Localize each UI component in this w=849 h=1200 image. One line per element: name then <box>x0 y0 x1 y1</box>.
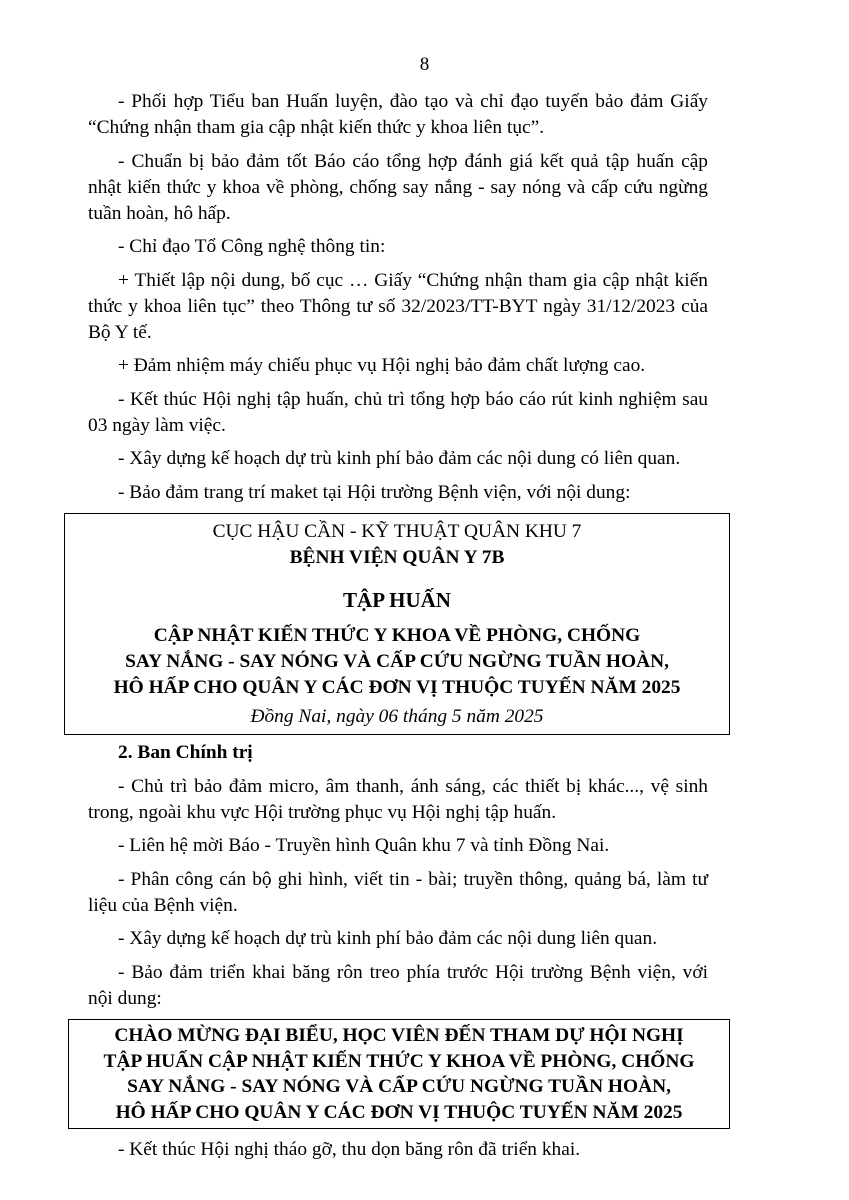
page-number: 8 <box>419 54 430 75</box>
document-body <box>88 89 708 1171</box>
maket-box <box>64 513 730 735</box>
paragraph: - Kết thúc Hội nghị tháo gỡ, thu dọn băng rôn đã triển khai. <box>118 1139 581 1160</box>
paragraph: - Chuẩn bị bảo đảm tốt Báo cáo tổng hợp đánh giá kết quả tập huấn cập nhật kiến thức y khoa về phòng, chống say nắng - say nóng và cấp cứu ngừng tuần hoàn, hô hấp. <box>88 150 708 224</box>
maket-subtitle <box>73 623 721 701</box>
maket-date: Đồng Nai, ngày 06 tháng 5 năm 2025 <box>250 706 544 727</box>
maket-subtitle-line: SAY NẮNG - SAY NÓNG VÀ CẤP CỨU NGỪNG TUẦN HOÀN, <box>125 651 669 672</box>
maket-hospital: BỆNH VIỆN QUÂN Y 7B <box>289 547 505 568</box>
maket-title: TẬP HUẤN <box>343 588 451 612</box>
banner-box <box>68 1019 730 1129</box>
paragraph: - Chỉ đạo Tổ Công nghệ thông tin: <box>118 236 386 257</box>
paragraph: - Xây dựng kế hoạch dự trù kinh phí bảo đảm các nội dung có liên quan. <box>118 448 681 469</box>
paragraph: - Kết thúc Hội nghị tập huấn, chủ trì tổng hợp báo cáo rút kinh nghiệm sau 03 ngày làm việc. <box>88 388 708 436</box>
paragraph: - Bảo đảm trang trí maket tại Hội trường Bệnh viện, với nội dung: <box>118 481 631 503</box>
paragraph: - Bảo đảm triển khai băng rôn treo phía trước Hội trường Bệnh viện, với nội dung: <box>88 961 708 1009</box>
banner-line: SAY NẮNG - SAY NÓNG VÀ CẤP CỨU NGỪNG TUẦN HOÀN, <box>127 1076 671 1097</box>
maket-subtitle-line: CẬP NHẬT KIẾN THỨC Y KHOA VỀ PHÒNG, CHỐNG <box>153 625 641 646</box>
maket-agency: CỤC HẬU CẦN - KỸ THUẬT QUÂN KHU 7 <box>212 521 582 542</box>
paragraph: + Thiết lập nội dung, bố cục … Giấy “Chứng nhận tham gia cập nhật kiến thức y khoa liên tục” theo Thông tư số 32/2023/TT-BYT ngày 31/12/2023 của Bộ Y tế. <box>88 269 708 343</box>
maket-subtitle-line: HÔ HẤP CHO QUÂN Y CÁC ĐƠN VỊ THUỘC TUYẾN NĂM 2025 <box>113 677 681 698</box>
paragraph: - Phân công cán bộ ghi hình, viết tin - bài; truyền thông, quảng bá, làm tư liệu của Bệnh viện. <box>88 868 708 916</box>
paragraph: - Phối hợp Tiểu ban Huấn luyện, đào tạo và chỉ đạo tuyến bảo đảm Giấy “Chứng nhận tham gia cập nhật kiến thức y khoa liên tục”. <box>88 91 708 138</box>
paragraph: + Đảm nhiệm máy chiếu phục vụ Hội nghị bảo đảm chất lượng cao. <box>118 355 646 376</box>
banner-line: TẬP HUẤN CẬP NHẬT KIẾN THỨC Y KHOA VỀ PHÒNG, CHỐNG <box>103 1050 695 1072</box>
paragraph: - Liên hệ mời Báo - Truyền hình Quân khu 7 và tỉnh Đồng Nai. <box>118 835 610 856</box>
banner-line: CHÀO MỪNG ĐẠI BIỂU, HỌC VIÊN ĐẾN THAM DỰ HỘI NGHỊ <box>114 1025 684 1046</box>
paragraph: - Xây dựng kế hoạch dự trù kinh phí bảo đảm các nội dung liên quan. <box>118 928 658 949</box>
paragraph: - Chủ trì bảo đảm micro, âm thanh, ánh sáng, các thiết bị khác..., vệ sinh trong, ngoài khu vực Hội trường phục vụ Hội nghị tập huấn. <box>88 775 708 823</box>
banner-line: HÔ HẤP CHO QUÂN Y CÁC ĐƠN VỊ THUỘC TUYẾN NĂM 2025 <box>115 1101 683 1123</box>
section-heading: 2. Ban Chính trị <box>118 742 253 763</box>
